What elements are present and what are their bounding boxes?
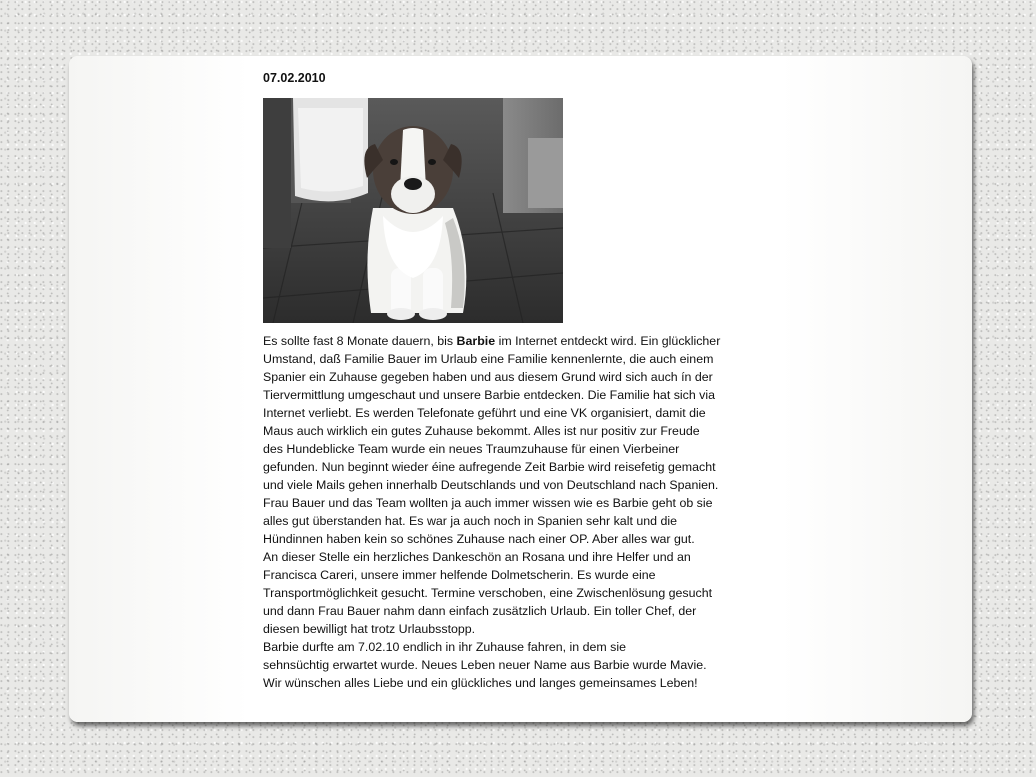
post-text-line: An dieser Stelle ein herzliches Dankeschön an Rosana und ihre Helfer und an	[263, 550, 691, 564]
post-text-line: diesen bewilligt hat trotz Urlaubsstopp.	[263, 622, 476, 636]
left-margin-panel	[69, 56, 249, 722]
post-text-line: Frau Bauer und das Team wollten ja auch immer wissen wie es Barbie geht ob sie	[263, 496, 713, 510]
post-text-line: Maus auch wirklich ein gutes Zuhause bekommt. Alles ist nur positiv zur Freude	[263, 424, 700, 438]
dog-name: Barbie	[456, 334, 496, 348]
text-segment: Es sollte fast 8 Monate dauern, bis	[263, 334, 457, 348]
post-text-line: Tiervermittlung umgeschaut und unsere Barbie entdecken. Die Familie hat sich via	[263, 388, 716, 402]
post-text-line: Barbie durfte am 7.02.10 endlich in ihr Zuhause fahren, in dem sie	[263, 640, 626, 654]
post-text-line	[263, 332, 763, 350]
post-text-line: Francisca Careri, unsere immer helfende Dolmetscherin. Es wurde eine	[263, 568, 656, 582]
post-text-line: Umstand, daß Familie Bauer im Urlaub eine Familie kennenlernte, die auch einem	[263, 352, 714, 366]
post-text-line: sehnsüchtig erwartet wurde. Neues Leben neuer Name aus Barbie wurde Mavie.	[263, 658, 707, 672]
post-text-line: Internet verliebt. Es werden Telefonate geführt und eine VK organisiert, damit die	[263, 406, 706, 420]
post-text-line: gefunden. Nun beginnt wieder éine aufregende Zeit Barbie wird reisefetig gemacht	[263, 460, 716, 474]
post-text-line: Spanier ein Zuhause gegeben haben und aus diesem Grund wird sich auch ín der	[263, 370, 713, 384]
post-text-line: Transportmöglichkeit gesucht. Termine verschoben, eine Zwischenlösung gesucht	[263, 586, 713, 600]
post-text-line: Hündinnen haben kein so schönes Zuhause nach einer OP. Aber alles war gut.	[263, 532, 695, 546]
post-text-line: des Hundeblicke Team wurde ein neues Traumzuhause für einen Vierbeiner	[263, 442, 680, 456]
right-margin-panel	[781, 56, 972, 722]
post-body-text	[263, 332, 763, 692]
post-text-line: und viele Mails gehen innerhalb Deutschlands und von Deutschland nach Spanien.	[263, 478, 719, 492]
post-text-line: Wir wünschen alles Liebe und ein glückliches und langes gemeinsames Leben!	[263, 676, 698, 690]
post-date: 07.02.2010	[263, 71, 326, 85]
post-text-line: und dann Frau Bauer nahm dann einfach zusätzlich Urlaub. Ein toller Chef, der	[263, 604, 697, 618]
dog-photo	[263, 98, 563, 323]
post-text-line: alles gut überstanden hat. Es war ja auch noch in Spanien sehr kalt und die	[263, 514, 677, 528]
text-segment: im Internet entdeckt wird. Ein glücklicher	[495, 334, 721, 348]
